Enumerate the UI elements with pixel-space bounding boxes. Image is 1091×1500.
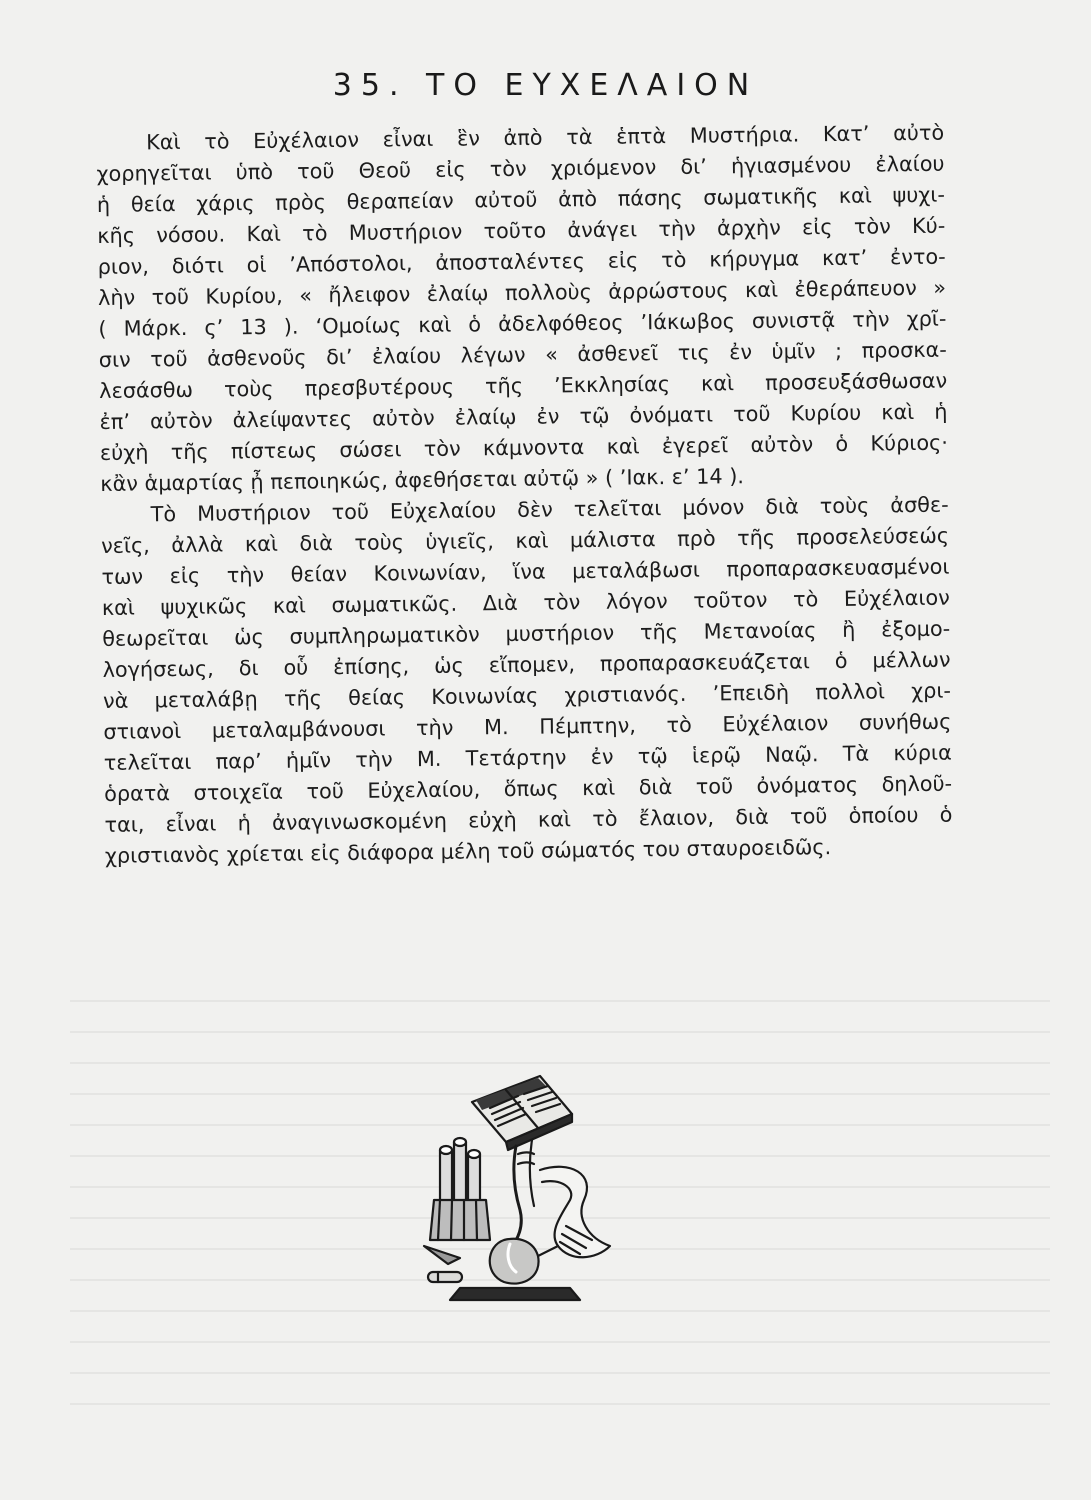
text-line: ὁρατὰ στοιχεῖα τοῦ Εὐχελαίου, ὅπως καὶ διὰ τοῦ ὀνόματος δηλοῦ-: [103, 771, 953, 806]
scrolls-icon: [424, 1138, 490, 1264]
text-line: χριστιανὸς χρίεται εἰς διάφορα μέλη τοῦ σώματός του σταυροειδῶς.: [104, 835, 832, 868]
text-line: Τὸ Μυστήριον τοῦ Εὐχελαίου δὲν τελεῖται μόνον διὰ τοὺς ἀσθε-: [150, 492, 949, 527]
text-line: κῆς νόσου. Καὶ τὸ Μυστήριον τοῦτο ἀνάγει τὴν ἀρχὴν εἰς τὸν Κύ-: [97, 213, 946, 248]
text-line: τελεῖται παρ’ ἡμῖν τὴν Μ. Τετάρτην ἐν τῷ ἱερῷ Ναῷ. Τὰ κύρια: [103, 740, 952, 775]
text-line: στιανοὶ μεταλαμβάνουσι τὴν Μ. Πέμπτην, τὸ Εὐχέλαιον συνήθως: [103, 709, 952, 744]
text-line: ἐπ’ αὐτὸν ἀλείψαντες αὐτὸν ἐλαίῳ ἐν τῷ ὀνόματι τοῦ Κυρίου καὶ ἡ: [99, 399, 948, 434]
text-line: Καὶ τὸ Εὐχέλαιον εἶναι ἓν ἀπὸ τὰ ἑπτὰ Μυστήρια. Κατ’ αὐτὸ: [146, 120, 945, 155]
text-line: ται, εἶναι ἡ ἀναγινωσκομένη εὐχὴ καὶ τὸ ἔλαιον, διὰ τοῦ ὁποίου ὁ: [104, 802, 953, 837]
body-text: [96, 118, 953, 872]
chapter-title: 35. ΤΟ ΕΥΧΕΛΑΙΟΝ: [332, 68, 759, 103]
text-line: θεωρεῖται ὡς συμπληρωματικὸν μυστήριον τῆς Μετανοίας ἢ ἐξομο-: [102, 616, 951, 651]
parchment-icon: [540, 1167, 610, 1258]
vignette-illustration: [420, 1050, 620, 1310]
text-line: λεσάσθω τοὺς πρεσβυτέρους τῆς ’Εκκλησίας καὶ προσευξάσθωσαν: [99, 368, 948, 403]
text-line: σιν τοῦ ἀσθενοῦς δι’ ἐλαίου λέγων « ἀσθενεῖ τις ἐν ὑμῖν ; προσκα-: [98, 337, 947, 372]
text-line: των εἰς τὴν θείαν Κοινωνίαν, ἵνα μεταλάβωσι προπαρασκευασμένοι: [101, 554, 950, 589]
text-line: νεῖς, ἀλλὰ καὶ διὰ τοὺς ὑγιεῖς, καὶ μάλιστα πρὸ τῆς προσελεύσεώς: [100, 523, 950, 558]
text-line: καὶ ψυχικῶς καὶ σωματικῶς. Διὰ τὸν λόγον τοῦτον τὸ Εὐχέλαιον: [101, 585, 950, 620]
text-line: χορηγεῖται ὑπὸ τοῦ Θεοῦ εἰς τὸν χριόμενον δι’ ἡγιασμένου ἐλαίου: [96, 151, 945, 186]
book-icon: [472, 1076, 572, 1150]
text-line: λὴν τοῦ Κυρίου, « ἤλειφον ἐλαίῳ πολλοὺς ἀρρώστους καὶ ἐθεράπευον »: [97, 275, 947, 310]
text-line: κἂν ἁμαρτίας ᾖ πεποιηκώς, ἀφεθήσεται αὐτῷ » ( ’Ιακ. ε’ 14 ).: [100, 464, 745, 496]
text-line: ( Μάρκ. ς’ 13 ). ‘Ομοίως καὶ ὁ ἀδελφόθεος ’Ιάκωβος συνιστᾷ τὴν χρῖ-: [98, 306, 947, 341]
text-line: λογήσεως, δι οὗ ἐπίσης, ὡς εἴπομεν, προπαρασκευάζεται ὁ μέλλων: [102, 647, 951, 682]
text-line: ἡ θεία χάρις πρὸς θεραπείαν αὐτοῦ ἀπὸ πάσης σωματικῆς καὶ ψυχι-: [96, 182, 946, 217]
text-line: νὰ μεταλάβῃ τῆς θείας Κοινωνίας χριστιανός. ’Επειδὴ πολλοὶ χρι-: [102, 678, 952, 713]
text-line: εὐχὴ τῆς πίστεως σώσει τὸν κάμνοντα καὶ ἐγερεῖ αὐτὸν ὁ Κύριος·: [99, 430, 949, 465]
text-line: ριον, διότι οἱ ’Απόστολοι, ἀποσταλέντες εἰς τὸ κήρυγμα κατ’ ἐντο-: [97, 244, 946, 279]
oil-vessel-icon: [490, 1239, 558, 1284]
